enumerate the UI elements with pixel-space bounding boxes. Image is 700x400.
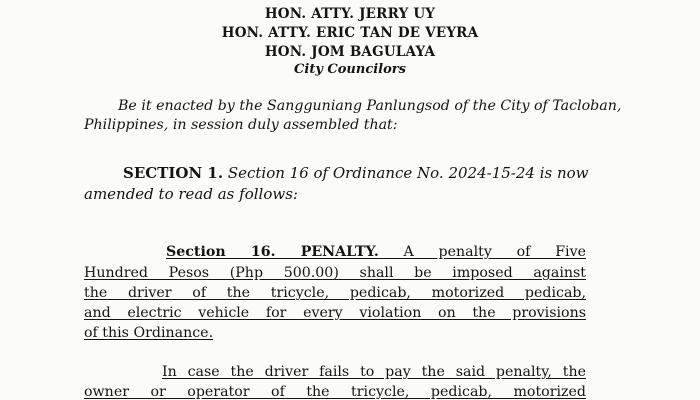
section-16-line-3: the driver of the tricycle, pedicab, motorized pedicab, [84, 285, 586, 301]
councilor-name-3: HON. JOM BAGULAYA [264, 44, 436, 60]
section-1-text: Section 16 of Ordinance No. 2024-15-24 is now [223, 164, 589, 182]
section-1-line-1 [123, 164, 589, 182]
section-16-para-2-text-1: In case the driver fails to pay the said penalty, the [162, 364, 586, 380]
section-16-line-1 [166, 244, 586, 260]
enacting-clause-line-2: Philippines, in session duly assembled that: [84, 117, 398, 133]
enacting-clause-line-1: Be it enacted by the Sangguniang Panlungsod of the City of Tacloban, [118, 98, 622, 114]
section-16-para-2-line-1 [84, 364, 586, 380]
section-16-line-5: of this Ordinance. [84, 325, 214, 341]
section-16-heading: Section 16. PENALTY. [166, 244, 379, 260]
section-16-para-2-line-2: owner or operator of the tricycle, pedicab, motorized [84, 384, 586, 400]
section-16-line-2: Hundred Pesos (Php 500.00) shall be imposed against [84, 265, 586, 281]
section-16-line-4: and electric vehicle for every violation on the provisions [84, 305, 586, 321]
indent-underline [84, 364, 162, 380]
councilors-title: City Councilors [294, 62, 406, 77]
section-1-label: SECTION 1. [123, 164, 224, 182]
section-16-line-1-text: A penalty of Five [403, 244, 586, 260]
councilor-name-2: HON. ATTY. ERIC TAN DE VEYRA [221, 25, 479, 41]
councilor-name-1: HON. ATTY. JERRY UY [264, 6, 436, 22]
section-1-line-2: amended to read as follows: [84, 185, 298, 203]
